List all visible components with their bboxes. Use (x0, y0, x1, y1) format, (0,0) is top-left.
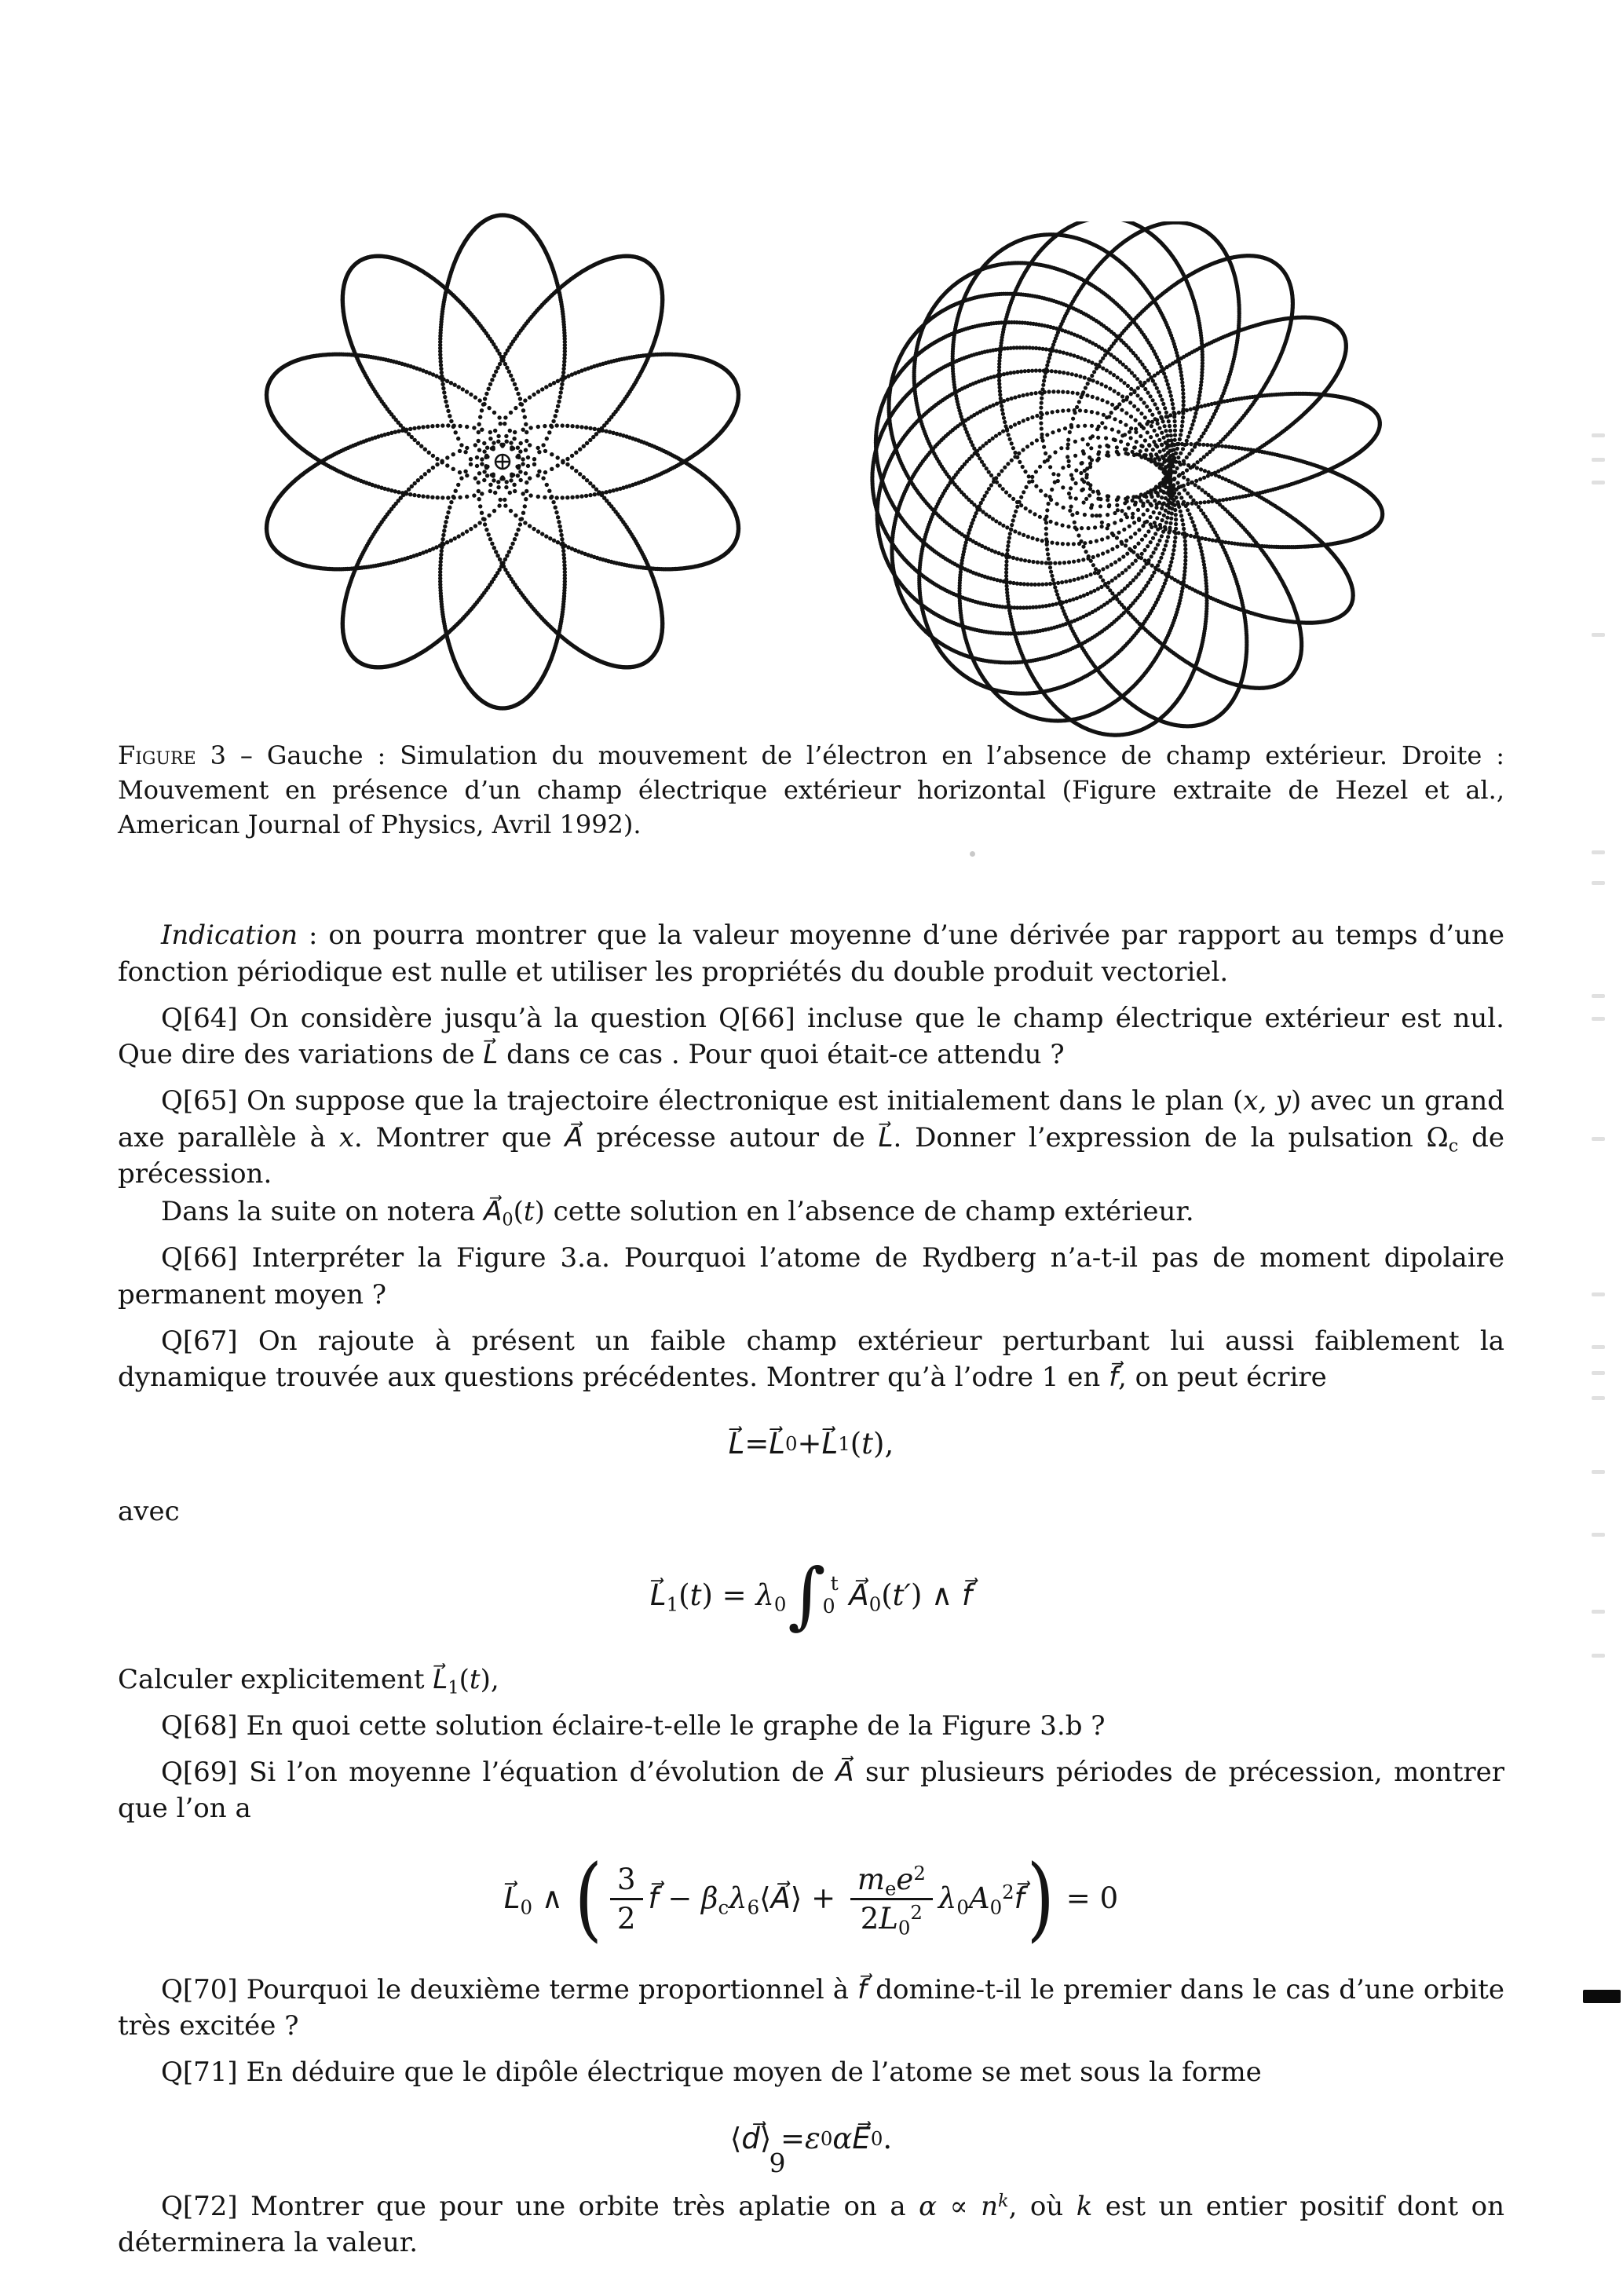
calc-L1-text: Calculer explicitement $L⃗_1(t)$, (118, 1663, 499, 1698)
page-number: 9 (769, 2148, 786, 2178)
fraction-numerator: $m_ee^2$ (850, 1863, 933, 1900)
figure-3a-rosette-no-field (232, 209, 773, 718)
question-69: Q[69] Si l’on moyenne l’équation d’évolution de A⃗ sur plusieurs périodes de précession, montrer que l’on a (118, 1757, 1504, 1825)
fraction-denominator: 2 (617, 1902, 636, 1936)
question-67: Q[67] On rajoute à présent un faible champ extérieur perturbant lui aussi faiblement la dynamique trouvée aux questions précédentes. Montrer qu’à l’odre 1 en f⃗, on peut écrire (118, 1325, 1504, 1394)
scan-artifact-tick (1592, 1017, 1605, 1021)
scan-artifact-tick (1592, 433, 1605, 437)
scan-artifact-tick (1592, 850, 1605, 854)
equation-L1-rhs: $A⃗_0(t')$ ∧ f⃗ (839, 1578, 973, 1615)
eq3-middle: f⃗ − $\beta_c\lambda_6⟨A⃗⟩$ + (648, 1881, 845, 1919)
text-column (118, 738, 1504, 2261)
scan-artifact-tick (1592, 633, 1605, 637)
scan-artifact-tick (1592, 1610, 1605, 1614)
scan-artifact-tick (1592, 1292, 1605, 1296)
scan-artifact-tick (1592, 1533, 1605, 1537)
eq3-tail: $\lambda_0A_0^2f⃗$ (938, 1881, 1025, 1919)
fraction-numerator: 3 (610, 1863, 643, 1900)
scan-artifact-dash (1583, 1990, 1621, 2003)
figure-caption-text: Gauche : Simulation du mouvement de l’électron en l’absence de champ extérieur. Droite : Mouvement en présence d’un champ électrique extérieur horizontal (Figure extraite de Hezel et al., American Journal of Physics, Avril 1992). (118, 740, 1504, 840)
scan-artifact-tick (1592, 1137, 1605, 1141)
equation-L-decomposition: L⃗ = L⃗ 0 + L⃗ 1 ( t ), (728, 1427, 894, 1461)
scan-artifact-dot (970, 851, 975, 857)
equation-dipole-polarisability: ⟨ d⃗ ⟩ = ε 0 α E⃗ 0 . (729, 2122, 893, 2156)
integral-lower-limit: 0 (822, 1594, 835, 1618)
figure-3b-rosette-with-field (862, 221, 1416, 757)
equation-averaged-evolution: $L⃗_0$ ∧ ( $\frac{3}{2}$ f⃗ − $\beta_c\lambda_6⟨A⃗⟩$ + $\frac{m_ee^2}{2L_0^2}$ $\lambda_0A_0^2f⃗$ ) = 0 (503, 1845, 1119, 1952)
scan-artifact-tick (1592, 1470, 1605, 1474)
fraction-three-halves (610, 1863, 643, 1936)
question-65: Q[65] On suppose que la trajectoire électronique est initialement dans le plan (x, y) avec un grand axe parallèle à x. Montrer que A⃗ précesse autour de L⃗. Donner l’expression de la pulsation $\Omega_c$ de précession. (118, 1085, 1505, 1190)
fraction-denominator: $2L_0^2$ (860, 1900, 923, 1940)
scan-artifact-tick (1592, 881, 1605, 885)
scan-artifact-tick (1592, 994, 1605, 998)
integral-limits (822, 1571, 839, 1619)
equation-L1-integral (118, 1552, 1504, 1637)
scan-artifact-tick (1592, 458, 1605, 462)
question-66: Q[66] Interpréter la Figure 3.a. Pourquoi l’atome de Rydberg n’a-t-il pas de moment dipolaire permanent moyen ? (118, 1242, 1504, 1311)
question-70: Q[70] Pourquoi le deuxième terme proportionnel à f⃗ domine-t-il le premier dans le cas d’une orbite très excitée ? (118, 1973, 1505, 2042)
question-71: Q[71] En déduire que le dipôle électrique moyen de l’atome se met sous la forme (161, 2057, 1262, 2089)
question-64: Q[64] On considère jusqu’à la question Q[66] incluse que le champ électrique extérieur est nul. Que dire des variations de L⃗ dans ce cas . Pour quoi était-ce attendu ? (118, 1002, 1504, 1071)
figure-3-caption (118, 738, 1504, 842)
integral-glyph: ∫ (788, 1552, 826, 1637)
scan-artifact-tick (1592, 1396, 1605, 1400)
indication-paragraph: Indication : on pourra montrer que la valeur moyenne d’une dérivée par rapport au temps d’une fonction périodique est nulle et utiliser les propriétés du double produit vectoriel. (118, 919, 1504, 988)
eq3-rhs: = 0 (1057, 1881, 1119, 1916)
integral-upper-limit: t (830, 1571, 839, 1595)
question-65-note: Dans la suite on notera $A⃗_0(t)$ cette solution en l’absence de champ extérieur. (161, 1196, 1194, 1230)
scan-artifact-tick (1592, 481, 1605, 484)
scan-artifact-tick (1592, 1654, 1605, 1658)
question-68: Q[68] En quoi cette solution éclaire-t-elle le graphe de la Figure 3.b ? (161, 1710, 1106, 1742)
scan-artifact-tick (1592, 1345, 1605, 1349)
question-72: Q[72] Montrer que pour une orbite très aplatie on a $\alpha \propto n^k$, où k est un entier positif dont on déterminera la valeur. (118, 2190, 1504, 2258)
avec-text: avec (118, 1495, 180, 1527)
eq3-lead: $L⃗_0$ ∧ (503, 1881, 572, 1919)
scan-artifact-tick (1592, 1371, 1605, 1375)
equation-L1-lhs: $L⃗_1(t) = \lambda_0$ (649, 1578, 787, 1615)
fraction-mee2-over-2L02 (850, 1861, 933, 1940)
integral-sign (788, 1552, 839, 1637)
figure-caption-label: Figure 3 – (118, 740, 267, 770)
